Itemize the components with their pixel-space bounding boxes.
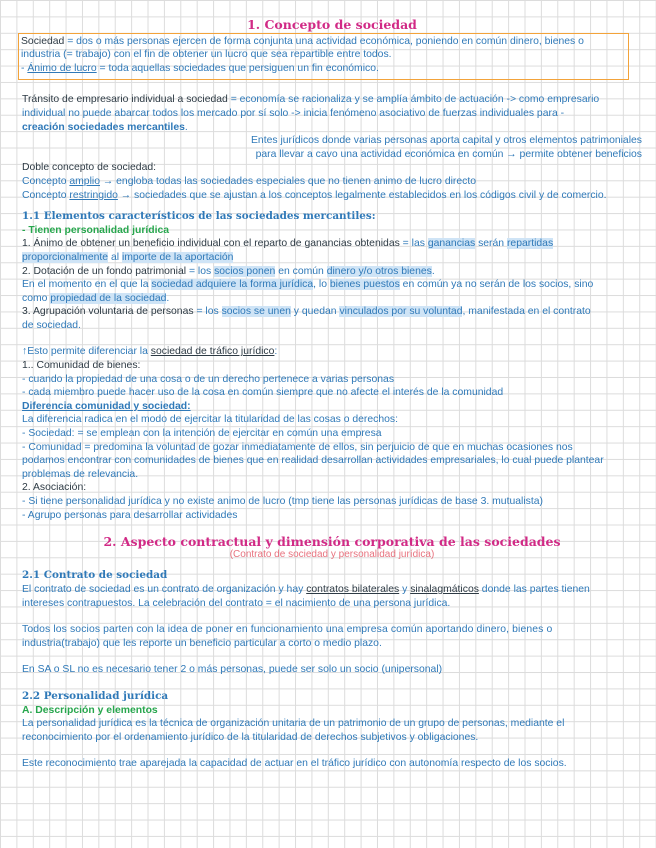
section-2-subtitle: (Contrato de sociedad y personalidad jurídica) <box>229 548 435 560</box>
diferencia-5: problemas de relevancia. <box>22 468 139 480</box>
asociacion-1: - Si tiene personalidad jurídica y no existe animo de lucro (tmp tiene las personas jurídicas de base 3. mutualista) <box>22 496 543 507</box>
element-2-como: como <box>22 292 51 304</box>
element-1-al: al <box>108 251 122 263</box>
hl-importe: importe de la aportación <box>121 251 234 263</box>
section-2-1-title: 2.1 Contrato de sociedad <box>22 569 168 582</box>
term-sinalagmaticos: sinalagmáticos <box>410 583 479 595</box>
element-2-text: En el momento en el que la <box>22 279 152 291</box>
sa-sl-text: En SA o SL no es necesario tener 2 o más personas, puede ser solo un socio (unipersonal) <box>22 664 443 676</box>
document-page <box>22 18 642 771</box>
hl-socios-unen: socios se unen <box>221 306 291 318</box>
element-1-eq: = las <box>399 238 428 250</box>
amplio-text: → engloba todas las sociedades especiales que no tienen animo de lucro directo <box>99 175 477 187</box>
term-animo-lucro: Ánimo de lucro <box>27 62 97 74</box>
term-sociedad: Sociedad <box>21 35 65 47</box>
term-bilaterales: contratos bilaterales <box>306 583 400 595</box>
element-2-eq: = los <box>186 265 215 277</box>
term-trafico-juridico: sociedad de tráfico jurídico <box>150 346 275 358</box>
hl-repartidas: repartidas <box>506 238 554 250</box>
transit-text-2: individual no puede abarcar todos los mercado por sí solo -> inicia fenómeno asociativo de fuerzas individuales para - <box>22 107 565 119</box>
contrato-text-2: donde las partes tienen <box>478 583 590 595</box>
comunidad-bienes-2: - cada miembro puede hacer uso de la cosa en común siempre que no afecte el interés de la comunidad <box>22 387 504 399</box>
section-1-title: 1. Concepto de sociedad <box>247 17 417 32</box>
hl-ganancias: ganancias <box>427 238 476 250</box>
asociacion-heading: 2. Asociación: <box>22 482 87 494</box>
element-3-text-2: de sociedad. <box>22 319 81 331</box>
definition-text-3: = toda aquellas sociedades que persiguen un fin económico. <box>96 62 379 74</box>
asociacion-2: - Agrupo personas para desarrollar actividades <box>22 509 238 521</box>
concepto-label: Concepto <box>22 175 70 187</box>
period: . <box>431 265 435 277</box>
personalidad-text-2: reconocimiento por el ordenamiento jurídico de la titularidad de derechos subjetivos y obligaciones. <box>22 731 479 743</box>
contrato-text: El contrato de sociedad es un contrato de organización y hay <box>22 583 307 595</box>
hl-vinculados: vinculados por su voluntad <box>339 306 463 318</box>
hl-dinero-bienes: dinero y/o otros bienes <box>326 265 432 277</box>
comunidad-bienes-heading: 1.. Comunidad de bienes: <box>22 360 141 372</box>
transit-term: Tránsito de empresario individual a sociedad <box>22 94 228 106</box>
diferencia-1: La diferencia radica en el modo de ejercitar la titularidad de las cosas o derechos: <box>22 414 399 426</box>
hl-proporcionalmente: proporcionalmente <box>22 251 109 263</box>
personalidad-text: La personalidad jurídica es la técnica de organización unitaria de un patrimonio de un grupo de personas, mediante el <box>22 718 565 730</box>
diferencia-4: podamos encontrar con comunidades de bienes que en realidad desarrollan actividades empresariales, lo cual puede plantear <box>22 455 604 467</box>
transit-bold: creación sociedades mercantiles <box>22 121 185 133</box>
definition-text-2: industria (= trabajo) con el fin de obtener un lucro que sea repartible entre todos. <box>21 49 392 61</box>
section-1-1-title: 1.1 Elementos característicos de las sociedades mercantiles: <box>22 210 376 223</box>
term-restringido: restringido <box>69 189 118 201</box>
y: y <box>399 583 411 595</box>
socios-text: Todos los socios parten con la idea de poner en funcionamiento una empresa común aportando dinero, bienes o <box>22 624 553 636</box>
hl-propiedad: propiedad de la sociedad <box>50 292 167 304</box>
restringido-text: → sociedades que se ajustan a los conceptos legalmente establecidos en los códigos civil y de comercio. <box>117 189 607 201</box>
element-1: 1. Ánimo de obtener un beneficio individual con el reparto de ganancias obtenidas <box>22 238 400 250</box>
diferencia-3: - Comunidad = predomina la voluntad de gozar inmediatamente de ellos, sin perjuicio de que en muchas ocasiones nos <box>22 441 573 453</box>
hl-forma-juridica: sociedad adquiere la forma jurídica <box>151 279 314 291</box>
definition-text: = dos o más personas ejercen de forma conjunta una actividad económica, poniendo en común dinero, bienes o <box>64 35 584 47</box>
element-2-lo: , lo <box>313 279 330 291</box>
reconocimiento-text: Este reconocimiento trae aparejada la capacidad de actuar en el tráfico jurídico con autonomía respecto de los socios. <box>22 758 567 770</box>
element-2: 2. Dotación de un fondo patrimonial <box>22 265 187 277</box>
personalidad-juridica-label: - Tienen personalidad jurídica <box>22 224 170 236</box>
comunidad-bienes-1: - cuando la propiedad de una cosa o de un derecho pertenece a varias personas <box>22 373 395 385</box>
element-3-eq: = los <box>193 306 222 318</box>
hl-socios-ponen: socios ponen <box>214 265 276 277</box>
section-2-2-title: 2.2 Personalidad jurídica <box>22 689 169 702</box>
contrato-text-3: intereses contrapuestos. La celebración del contrato = el nacimiento de una persona jurídica. <box>22 597 451 609</box>
diferencia-heading: Diferencia comunidad y sociedad: <box>22 400 191 412</box>
doble-concepto: Doble concepto de sociedad: <box>22 162 157 174</box>
term-amplio: amplio <box>69 175 100 187</box>
element-3: 3. Agrupación voluntaria de personas <box>22 306 194 318</box>
descripcion-subtitle: A. Descripción y elementos <box>22 704 158 716</box>
element-1-seran: serán <box>475 238 507 250</box>
definition-box <box>18 33 629 81</box>
element-2-comun: en común <box>275 265 327 277</box>
period: . <box>184 121 188 133</box>
colon: : <box>274 346 278 358</box>
hl-bienes-puestos: bienes puestos <box>329 279 400 291</box>
diferenciar-text: ↑Esto permite diferenciar la <box>22 346 151 358</box>
socios-text-2: industria(trabajo) que les reporte un beneficio particular a corto o medio plazo. <box>22 637 382 649</box>
concepto-label-2: Concepto <box>22 189 70 201</box>
diferencia-2: - Sociedad: = se emplean con la intención de ejercitar en común una empresa <box>22 428 382 440</box>
right-note-1: Entes jurídicos donde varias personas aporta capital y otros elementos patrimoniales <box>250 135 642 147</box>
dash: - <box>21 62 28 74</box>
transit-text: = economía se racionaliza y se amplía ámbito de actuación -> como empresario <box>227 94 600 106</box>
element-3-text: , manifestada en el contrato <box>462 306 591 318</box>
section-2-title: 2. Aspecto contractual y dimensión corporativa de las sociedades <box>103 534 561 550</box>
element-3-quedan: y quedan <box>290 306 340 318</box>
right-note-2: para llevar a cavo una actividad económica en común → permite obtener beneficios <box>255 148 642 160</box>
element-2-text-2: en común ya no serán de los socios, sino <box>399 279 594 291</box>
period: . <box>166 292 170 304</box>
